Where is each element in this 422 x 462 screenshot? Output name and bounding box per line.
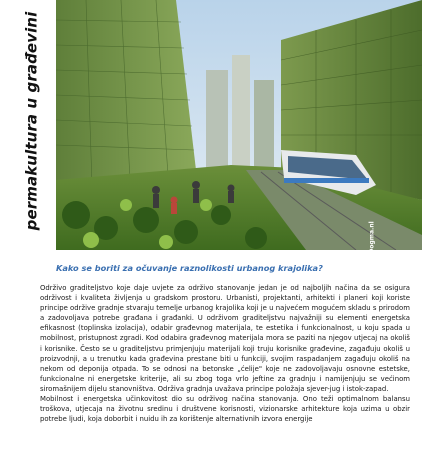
paragraph: Mobilnost i energetska učinkovitost dio su održivog načina stanovanja. Ono teži optimalnom balansu troškova, utjecaja na životnu sredinu i društvene korisnosti, vizionarske arhitekture koja uzima u obzir potrebe ljudi, koja doborbit i nuidu ih za korištenje alternativnih izvora energije <box>40 395 410 424</box>
photo-credit <box>366 215 378 259</box>
article-body <box>40 283 410 424</box>
photo-illustration <box>56 0 422 250</box>
section-title-text: permakultura u građevini <box>22 11 40 230</box>
photo-credit-text: Dogma.nl <box>368 220 376 254</box>
section-sidebar <box>0 0 62 240</box>
paragraph: Održivo graditeljstvo koje daje uvjete za održivo stanovanje jedan je od najboljih načina da se osigura održivost i kvaliteta življenja u gradskom prostoru. Urbanisti, projektanti, arhitekti i planeri koji koriste principe održive gradnje stvaraju temelje urbanog krajolika koji je u najvećem mogućem skladu s prirodom a zadovoljava potrebe građana i građanki. U održivom graditeljstvu najvažniji su elementi energetska efikasnost (toplinska izolacija), odabir građevnog materijala, te estetika i funkcionalnost, u koju spada u mobilnost, pristupnost zgradi. Kod odabira građevnog materijala mora se paziti na njegov utjecaj na okoliš i korisnike. Često se u graditeljstvu primjenjuju materijali koji truju korisnike građevine, zagađuju okoliš u proizvodnji, a u trenutku kada građevina prestane biti u funkciji, svojim raspadanjem zagađuju okoliš na nekom od deponija otpada. To se odnosi na betonske „ćelije" koje ne zadovoljavaju osnovne estetske, funkcionalne ni energetske kriterije, ali su zbog toga vrlo jeftine za gradnju i namijenjuju se većinom siromašnijem dijelu stanovništva. Održiva gradnja uvažava principe položaja sjever-jug i istok-zapad. <box>40 284 410 393</box>
article-heading: Kako se boriti za očuvanje raznolikosti urbanog krajolika? <box>56 263 323 273</box>
urban-greenery-photo <box>56 0 422 250</box>
section-title <box>20 11 42 230</box>
